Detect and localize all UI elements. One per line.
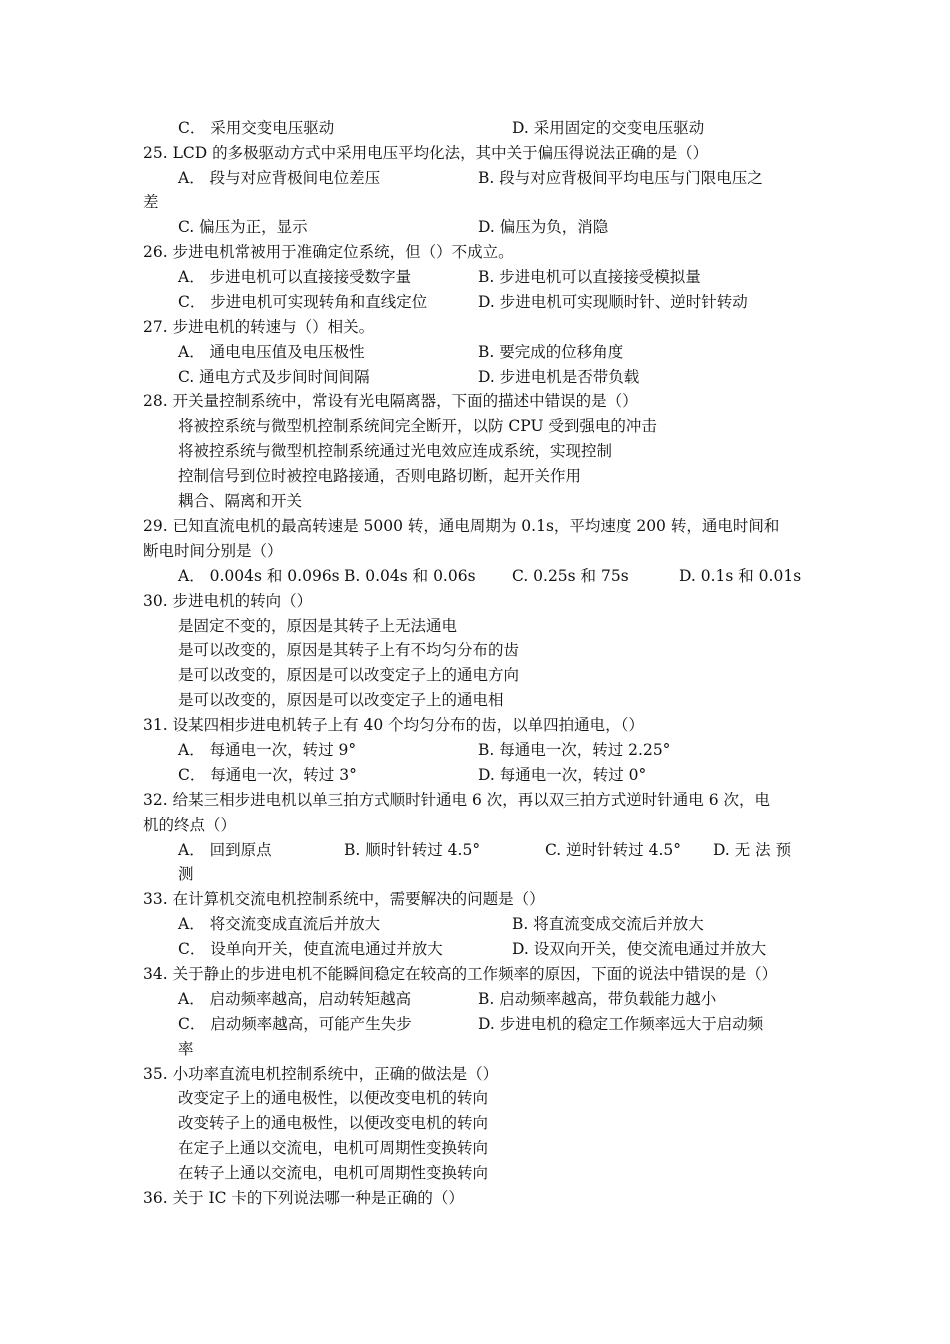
- q26-stem: 26. 步进电机常被用于准确定位系统，但（）不成立。: [143, 243, 514, 261]
- q26-option-a: A． 步进电机可以直接接受数字量: [178, 268, 412, 286]
- q27-stem: 27. 步进电机的转速与（）相关。: [143, 318, 375, 336]
- q27-option-b: B. 要完成的位移角度: [478, 343, 624, 361]
- q31-stem: 31. 设某四相步进电机转子上有 40 个均匀分布的齿，以单四拍通电，（）: [143, 716, 644, 734]
- q32-option-d-continued: 测: [178, 865, 194, 883]
- q35-option-4: 在转子上通以交流电，电机可周期性变换转向: [178, 1164, 489, 1182]
- q34-option-continued: 率: [178, 1040, 194, 1058]
- q34-option-d: D. 步进电机的稳定工作频率远大于启动频: [478, 1015, 764, 1033]
- q34-option-a: A． 启动频率越高，启动转矩越高: [178, 990, 412, 1008]
- q25-option-a: A． 段与对应背极间电位差压: [178, 169, 381, 187]
- q35-option-3: 在定子上通以交流电，电机可周期性变换转向: [178, 1139, 489, 1157]
- q25-option-c: C. 偏压为正，显示: [178, 218, 308, 236]
- q26-option-c: C． 步进电机可实现转角和直线定位: [178, 293, 428, 311]
- q26-option-b: B. 步进电机可以直接接受模拟量: [478, 268, 701, 286]
- q35-option-1: 改变定子上的通电极性，以便改变电机的转向: [178, 1089, 489, 1107]
- q34-option-c: C． 启动频率越高，可能产生失步: [178, 1015, 412, 1033]
- q32-option-a: A． 回到原点: [178, 841, 272, 859]
- q24-option-c: C． 采用交变电压驱动: [178, 119, 335, 137]
- q33-option-a: A． 将交流变成直流后并放大: [178, 915, 381, 933]
- q33-stem: 33. 在计算机交流电机控制系统中，需要解决的问题是（）: [143, 890, 545, 908]
- q25-stem: 25. LCD 的多极驱动方式中采用电压平均化法，其中关于偏压得说法正确的是（）: [143, 144, 709, 162]
- q29-stem-line-2: 断电时间分别是（）: [143, 542, 283, 560]
- q27-option-c: C. 通电方式及步间时间间隔: [178, 368, 370, 386]
- q25-option-b: B. 段与对应背极间平均电压与门限电压之: [478, 169, 763, 187]
- q27-option-d: D. 步进电机是否带负载: [478, 368, 640, 386]
- q30-stem: 30. 步进电机的转向（）: [143, 592, 313, 610]
- q28-stem: 28. 开关量控制系统中，常设有光电隔离器，下面的描述中错误的是（）: [143, 392, 638, 410]
- q35-stem: 35. 小功率直流电机控制系统中，正确的做法是（）: [143, 1065, 499, 1083]
- q24-option-d: D. 采用固定的交变电压驱动: [512, 119, 705, 137]
- q34-stem: 34. 关于静止的步进电机不能瞬间稳定在较高的工作频率的原因，下面的说法中错误的是（）: [143, 965, 778, 983]
- q28-option-4: 耦合、隔离和开关: [178, 492, 303, 510]
- q29-option-a: A． 0.004s 和 0.096s: [178, 567, 340, 585]
- q25-option-b-continued: 差: [143, 193, 159, 211]
- q32-stem-text: 32. 给某三相步进电机以单三拍方式顺时针通电 6 次，再以双三拍方式逆时针通电 6 次，电: [143, 791, 771, 809]
- q29-stem-text: 29. 已知直流电机的最高转速是 5000 转，通电周期为 0.1s，平均速度 200 转，通电时间和: [143, 517, 780, 535]
- q32-option-b: B. 顺时针转过 4.5°: [344, 841, 481, 859]
- q31-option-d: D. 每通电一次，转过 0°: [478, 766, 647, 784]
- q31-option-a: A． 每通电一次，转过 9°: [178, 741, 357, 759]
- q32-stem-line-2: 机的终点（）: [143, 816, 237, 834]
- q30-option-4: 是可以改变的，原因是可以改变定子上的通电相: [178, 691, 504, 709]
- q33-option-c: C． 设单向开关，使直流电通过并放大: [178, 940, 443, 958]
- q31-option-c: C． 每通电一次，转过 3°: [178, 766, 357, 784]
- q32-stem-line-1: [143, 790, 808, 810]
- q33-option-d: D. 设双向开关，使交流电通过并放大: [512, 940, 767, 958]
- q29-stem-line-1: [143, 516, 808, 536]
- q35-option-2: 改变转子上的通电极性，以便改变电机的转向: [178, 1114, 489, 1132]
- q30-option-2: 是可以改变的，原因是其转子上有不均匀分布的齿: [178, 641, 520, 659]
- q26-option-d: D. 步进电机可实现顺时针、逆时针转动: [478, 293, 748, 311]
- q29-option-c: C. 0.25s 和 75s: [512, 567, 629, 585]
- q28-option-1: 将被控系统与微型机控制系统间完全断开，以防 CPU 受到强电的冲击: [178, 417, 657, 435]
- q33-option-b: B. 将直流变成交流后并放大: [512, 915, 704, 933]
- q31-option-b: B. 每通电一次，转过 2.25°: [478, 741, 671, 759]
- q29-option-b: B. 0.04s 和 0.06s: [344, 567, 476, 585]
- q36-stem: 36. 关于 IC 卡的下列说法哪一种是正确的（）: [143, 1189, 464, 1207]
- q34-option-b: B. 启动频率越高，带负载能力越小: [478, 990, 717, 1008]
- q32-option-c: C. 逆时针转过 4.5°: [545, 841, 681, 859]
- q32-option-d: D. 无 法 预: [713, 841, 792, 859]
- q29-option-d: D. 0.1s 和 0.01s: [679, 567, 802, 585]
- q28-option-2: 将被控系统与微型机控制系统通过光电效应连成系统，实现控制: [178, 442, 613, 460]
- q25-option-d: D. 偏压为负，消隐: [478, 218, 609, 236]
- q28-option-3: 控制信号到位时被控电路接通，否则电路切断，起开关作用: [178, 467, 582, 485]
- q27-option-a: A． 通电电压值及电压极性: [178, 343, 365, 361]
- q30-option-3: 是可以改变的，原因是可以改变定子上的通电方向: [178, 666, 520, 684]
- q30-option-1: 是固定不变的，原因是其转子上无法通电: [178, 617, 458, 635]
